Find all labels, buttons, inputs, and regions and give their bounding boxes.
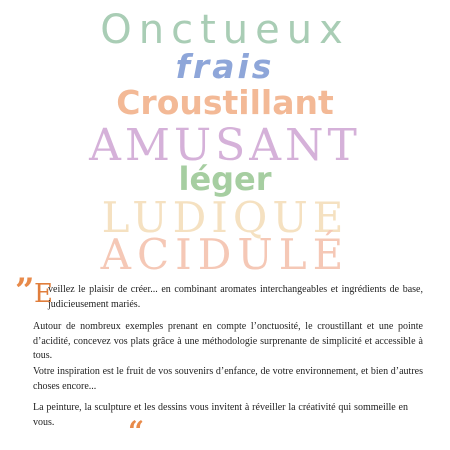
drop-cap: E bbox=[34, 279, 53, 309]
word-croustillant: Croustillant bbox=[116, 83, 334, 122]
word-frais: frais bbox=[175, 47, 275, 86]
opening-quote-mark: ” bbox=[15, 271, 35, 311]
paragraph-creativity: La peinture, la sculpture et les dessins vous invitent à réveiller la créativité qui sommeille en vous. bbox=[33, 402, 408, 428]
paragraph-inspiration: Votre inspiration est le fruit de vos souvenirs d’enfance, de votre environnement, et bien d’autres choses encore... bbox=[33, 366, 423, 392]
closing-quote-mark: “ bbox=[128, 415, 145, 448]
word-amusant: AMUSANT bbox=[89, 120, 361, 171]
word-acidule: ACIDULÉ bbox=[100, 230, 350, 279]
paragraph-examples: Autour de nombreux exemples prenant en compte l’onctuosité, le croustillant et une pointe d’acidité, concevez vos plats grâce à une méthodologie surprenante de simplicité et accessible à tous. bbox=[33, 321, 423, 361]
word-ludique: LUDIQUE bbox=[101, 193, 349, 242]
paragraph-intro: veillez le plaisir de créer... en combinant aromates interchangeables et ingrédients de base, judicieusement mariés. bbox=[48, 284, 423, 310]
word-onctueux: Onctueux bbox=[100, 7, 350, 53]
word-leger: léger bbox=[178, 160, 272, 198]
